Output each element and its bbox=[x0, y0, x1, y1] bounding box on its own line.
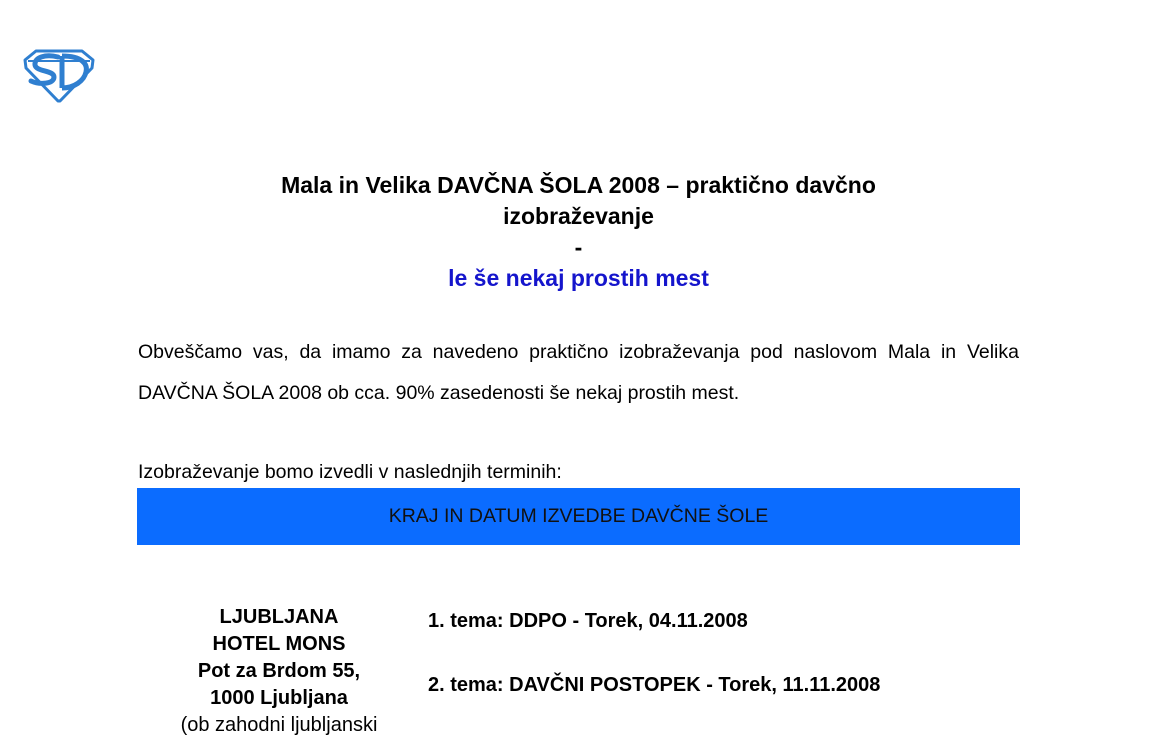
intro-paragraph: Obveščamo vas, da imamo za navedeno praktično izobraževanja pod naslovom Mala in Velika DAVČNA ŠOLA 2008 ob cca. 90% zasedenosti še nekaj prostih mest. bbox=[138, 341, 1019, 404]
sd-diamond-logo-icon bbox=[22, 48, 96, 104]
location-note: (ob zahodni ljubljanski bbox=[180, 714, 378, 736]
schedule-banner-label: KRAJ IN DATUM IZVEDBE DAVČNE ŠOLE bbox=[388, 505, 769, 527]
title-line-2: izobraževanje bbox=[503, 203, 654, 229]
location-city: LJUBLJANA bbox=[219, 606, 339, 628]
title-separator: - bbox=[574, 234, 583, 260]
schedule-banner bbox=[137, 488, 1020, 545]
document-title bbox=[0, 170, 1157, 294]
location-hotel: HOTEL MONS bbox=[212, 633, 346, 655]
location-block bbox=[150, 604, 408, 739]
location-postal: 1000 Ljubljana bbox=[210, 687, 348, 709]
schedule-intro: Izobraževanje bomo izvedli v naslednjih terminih: bbox=[138, 461, 562, 483]
topic-item-2: 2. tema: DAVČNI POSTOPEK - Torek, 11.11.2008 bbox=[428, 674, 881, 696]
title-line-1: Mala in Velika DAVČNA ŠOLA 2008 – praktično davčno bbox=[281, 172, 876, 198]
location-street: Pot za Brdom 55, bbox=[197, 660, 361, 682]
title-subtitle: le še nekaj prostih mest bbox=[448, 265, 709, 291]
topic-item-1: 1. tema: DDPO - Torek, 04.11.2008 bbox=[428, 610, 748, 632]
